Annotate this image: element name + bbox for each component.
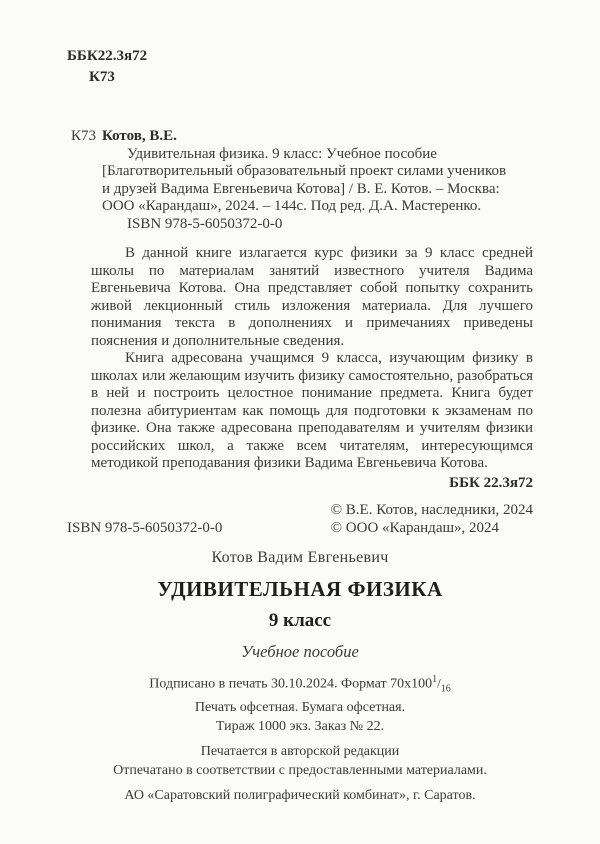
book-title: УДИВИТЕЛЬНАЯ ФИЗИКА xyxy=(157,577,443,601)
catalog-card xyxy=(67,128,533,233)
catalog-edition-line: ООО «Карандаш», 2024. – 144с. Под ред. Д.А. Мастеренко. xyxy=(102,198,482,214)
title-block xyxy=(67,549,533,662)
annotation-paragraph-1: В данной книге излагается курс физики за 9 класс средней школы по материалам занятий известного учителя Вадима Евгеньевича Котова. Она представляет собой попытку сохранить живой лекционный стиль изложения материала. Для лучшего понимания текста в дополнениях и примечаниях приведены пояснения и дополнительные сведения. xyxy=(91,245,533,349)
annotation-paragraph-2: Книга адресована учащимся 9 класса, изучающим физику в школах или желающим изучить физику самостоятельно, разобраться в ней и построить целостное понимание предмета. Книга будет полезна абитуриентам как помощь для подготовки к экзаменам по физике. Она также адресована преподавателям и учителям физики российских школ, а также всем читателям, интересующимся методикой преподавания физики Вадима Евгеньевича Котова. xyxy=(91,350,533,471)
tirazh-line: Тираж 1000 экз. Заказ № 22. xyxy=(215,719,385,735)
format-numerator: 1 xyxy=(432,674,438,685)
catalog-index: К73 xyxy=(71,128,97,144)
book-subtitle: Учебное пособие xyxy=(241,642,359,661)
bbk-code: ББК22.3я72 xyxy=(67,48,148,64)
copyright-author: © В.Е. Котов, наследники, 2024 xyxy=(330,502,533,518)
format-denominator: 16 xyxy=(440,683,451,695)
print-info xyxy=(67,670,533,805)
bbk-classification xyxy=(67,46,533,88)
annotation xyxy=(91,245,533,492)
catalog-publisher-line: и друзей Вадима Евгеньевича Котова] / В. Е. Котов. – Москва: xyxy=(102,180,500,197)
signed-to-print-line xyxy=(67,670,533,698)
format-slash: / xyxy=(437,675,441,691)
bbk-reference: ББК 22.3я72 xyxy=(449,474,533,491)
catalog-author-line xyxy=(67,128,533,146)
author-sign-code: К73 xyxy=(89,69,115,85)
catalog-isbn: ISBN 978-5-6050372-0-0 xyxy=(127,215,283,232)
imprint-row xyxy=(67,502,533,537)
book-grade: 9 класс xyxy=(268,610,332,631)
isbn-number: ISBN 978-5-6050372-0-0 xyxy=(67,519,223,536)
materials-note-line: Отпечатано в соответствии с предоставленными материалами. xyxy=(113,763,487,779)
catalog-author: Котов, В.Е. xyxy=(102,128,177,144)
edition-note-line: Печатается в авторской редакции xyxy=(200,744,400,760)
printer-line: АО «Саратовский полиграфический комбинат», г. Саратов. xyxy=(124,788,476,804)
copyright-publisher: © ООО «Карандаш», 2024 xyxy=(330,519,500,536)
catalog-title-line: Удивительная физика. 9 класс: Учебное пособие xyxy=(127,145,437,162)
copyright-block xyxy=(331,502,533,537)
print-method-line: Печать офсетная. Бумага офсетная. xyxy=(194,700,406,716)
book-author-name: Котов Вадим Евгеньевич xyxy=(211,549,389,566)
signed-to-print-text: Подписано в печать 30.10.2024. Формат 70x100 xyxy=(149,676,433,692)
catalog-project-line: [Благотворительный образовательный проект силами учеников xyxy=(102,163,507,179)
